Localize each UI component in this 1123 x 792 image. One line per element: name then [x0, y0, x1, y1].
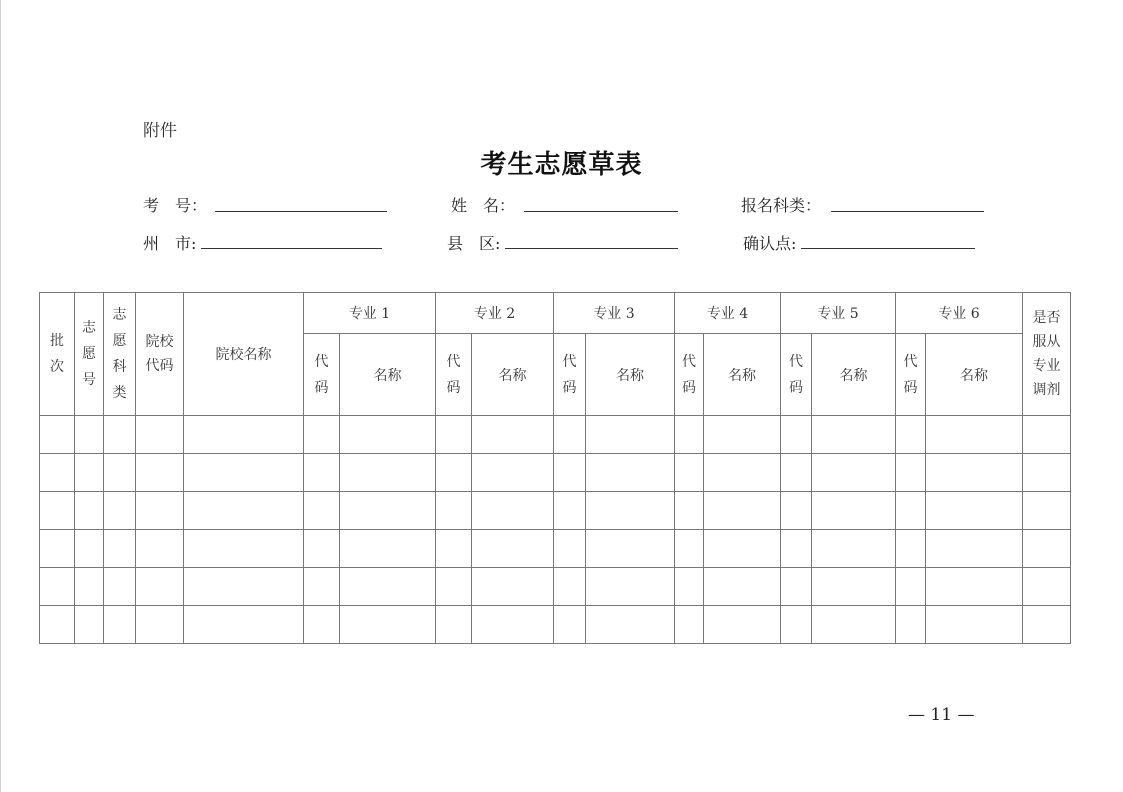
table-cell[interactable] — [926, 416, 1023, 454]
major-3-header: 专业 3 — [554, 293, 675, 334]
table-cell[interactable] — [136, 454, 184, 492]
table-cell[interactable] — [436, 416, 472, 454]
table-cell[interactable] — [926, 530, 1023, 568]
table-body — [40, 416, 1071, 644]
city-line[interactable] — [201, 248, 382, 249]
table-cell[interactable] — [586, 492, 675, 530]
table-cell[interactable] — [304, 416, 340, 454]
table-cell[interactable] — [472, 568, 554, 606]
category-line[interactable] — [831, 211, 984, 212]
adjust-header: 是否服从专业调剂 — [1023, 293, 1071, 416]
exam-no-line[interactable] — [215, 211, 387, 212]
major-2-code-header: 代码 — [436, 334, 472, 416]
table-cell[interactable] — [184, 530, 304, 568]
table-cell[interactable] — [184, 568, 304, 606]
table-cell[interactable] — [926, 454, 1023, 492]
major-4-code-header: 代码 — [675, 334, 704, 416]
table-cell[interactable] — [340, 530, 436, 568]
table-cell[interactable] — [340, 568, 436, 606]
major-6-header: 专业 6 — [896, 293, 1023, 334]
table-cell[interactable] — [896, 568, 926, 606]
table-cell[interactable] — [926, 568, 1023, 606]
table-cell[interactable] — [472, 416, 554, 454]
major-6-code-header: 代码 — [896, 334, 926, 416]
table-cell[interactable] — [472, 454, 554, 492]
table-cell[interactable] — [675, 454, 704, 492]
table-cell[interactable] — [704, 606, 781, 644]
table-cell[interactable] — [554, 530, 586, 568]
table-cell[interactable] — [340, 492, 436, 530]
page-number: — 11 — — [908, 705, 975, 725]
table-cell[interactable] — [781, 606, 812, 644]
table-cell[interactable] — [926, 492, 1023, 530]
table-cell[interactable] — [926, 606, 1023, 644]
table-cell[interactable] — [340, 454, 436, 492]
table-cell[interactable] — [675, 416, 704, 454]
table-cell[interactable] — [104, 454, 136, 492]
table-cell[interactable] — [896, 530, 926, 568]
table-cell[interactable] — [781, 454, 812, 492]
table-cell[interactable] — [184, 606, 304, 644]
table-cell[interactable] — [675, 606, 704, 644]
table-cell[interactable] — [436, 454, 472, 492]
table-cell[interactable] — [781, 416, 812, 454]
table-cell[interactable] — [586, 530, 675, 568]
confirm-point-label: 确认点: — [743, 234, 797, 253]
table-cell[interactable] — [75, 568, 104, 606]
table-cell[interactable] — [304, 568, 340, 606]
table-cell[interactable] — [704, 492, 781, 530]
table-cell[interactable] — [184, 416, 304, 454]
table-cell[interactable] — [136, 606, 184, 644]
major-2-name-header: 名称 — [472, 334, 554, 416]
table-cell[interactable] — [554, 416, 586, 454]
attachment-label: 附件 — [143, 121, 177, 141]
table-cell[interactable] — [704, 454, 781, 492]
table-cell[interactable] — [40, 568, 75, 606]
table-cell[interactable] — [40, 530, 75, 568]
table-cell[interactable] — [704, 568, 781, 606]
major-5-code-header: 代码 — [781, 334, 812, 416]
major-1-name-header: 名称 — [340, 334, 436, 416]
table-cell[interactable] — [1023, 568, 1071, 606]
choice-table — [39, 292, 1071, 644]
table-cell[interactable] — [472, 492, 554, 530]
major-6-name-header: 名称 — [926, 334, 1023, 416]
table-row — [40, 492, 1071, 530]
table-cell[interactable] — [304, 492, 340, 530]
table-cell[interactable] — [184, 492, 304, 530]
table-cell[interactable] — [75, 416, 104, 454]
table-cell[interactable] — [304, 454, 340, 492]
table-cell[interactable] — [586, 606, 675, 644]
table-cell[interactable] — [896, 492, 926, 530]
table-cell[interactable] — [781, 492, 812, 530]
table-cell[interactable] — [75, 530, 104, 568]
name-line[interactable] — [524, 211, 678, 212]
table-cell[interactable] — [104, 530, 136, 568]
table-cell[interactable] — [675, 530, 704, 568]
table-cell[interactable] — [812, 568, 896, 606]
table-cell[interactable] — [1023, 454, 1071, 492]
table-cell[interactable] — [104, 416, 136, 454]
city-label: 州 市: — [143, 234, 197, 253]
table-cell[interactable] — [812, 530, 896, 568]
table-cell[interactable] — [1023, 530, 1071, 568]
major-1-code-header: 代码 — [304, 334, 340, 416]
table-cell[interactable] — [554, 454, 586, 492]
table-cell[interactable] — [472, 606, 554, 644]
table-cell[interactable] — [675, 492, 704, 530]
table-cell[interactable] — [812, 606, 896, 644]
table-cell[interactable] — [1023, 606, 1071, 644]
table-cell[interactable] — [304, 606, 340, 644]
table-cell[interactable] — [436, 606, 472, 644]
table-row — [40, 568, 1071, 606]
table-cell[interactable] — [136, 568, 184, 606]
batch-header: 批次 — [40, 293, 75, 416]
confirm-point-line[interactable] — [801, 248, 975, 249]
category-label: 报名科类： — [741, 196, 822, 215]
table-cell[interactable] — [75, 606, 104, 644]
county-line[interactable] — [505, 248, 678, 249]
table-cell[interactable] — [40, 606, 75, 644]
page-edge — [0, 0, 1, 792]
major-4-name-header: 名称 — [704, 334, 781, 416]
table-cell[interactable] — [812, 454, 896, 492]
table-cell[interactable] — [812, 492, 896, 530]
table-cell[interactable] — [704, 530, 781, 568]
table-row — [40, 416, 1071, 454]
table-cell[interactable] — [340, 606, 436, 644]
table-row — [40, 454, 1071, 492]
choice-no-header: 志愿号 — [75, 293, 104, 416]
header-row-1 — [40, 293, 1071, 334]
table-row — [40, 530, 1071, 568]
major-5-header: 专业 5 — [781, 293, 896, 334]
page-title: 考生志愿草表 — [480, 150, 643, 180]
table-cell[interactable] — [554, 606, 586, 644]
table-cell[interactable] — [704, 416, 781, 454]
table-cell[interactable] — [104, 568, 136, 606]
table-cell[interactable] — [554, 492, 586, 530]
table-cell[interactable] — [436, 568, 472, 606]
table-cell[interactable] — [586, 454, 675, 492]
table-cell[interactable] — [812, 416, 896, 454]
table-cell[interactable] — [472, 530, 554, 568]
exam-no-label: 考 号： — [143, 196, 208, 215]
table-cell[interactable] — [781, 530, 812, 568]
table-cell[interactable] — [896, 606, 926, 644]
name-label: 姓 名： — [451, 196, 516, 215]
school-name-header: 院校名称 — [184, 293, 304, 416]
school-code-header: 院校代码 — [136, 293, 184, 416]
table-cell[interactable] — [675, 568, 704, 606]
table-cell[interactable] — [40, 454, 75, 492]
major-2-header: 专业 2 — [436, 293, 554, 334]
major-4-header: 专业 4 — [675, 293, 781, 334]
table-cell[interactable] — [136, 492, 184, 530]
table-cell[interactable] — [136, 416, 184, 454]
table-cell[interactable] — [586, 416, 675, 454]
table-cell[interactable] — [1023, 416, 1071, 454]
table-cell[interactable] — [340, 416, 436, 454]
choice-category-header: 志愿科类 — [104, 293, 136, 416]
major-3-code-header: 代码 — [554, 334, 586, 416]
table-cell[interactable] — [304, 530, 340, 568]
table-cell[interactable] — [436, 530, 472, 568]
table-cell[interactable] — [896, 416, 926, 454]
county-label: 县 区: — [447, 234, 501, 253]
table-cell[interactable] — [75, 454, 104, 492]
table-cell[interactable] — [75, 492, 104, 530]
table-cell[interactable] — [436, 492, 472, 530]
major-1-header: 专业 1 — [304, 293, 436, 334]
table-cell[interactable] — [586, 568, 675, 606]
table-cell[interactable] — [136, 530, 184, 568]
table-cell[interactable] — [40, 416, 75, 454]
major-3-name-header: 名称 — [586, 334, 675, 416]
major-5-name-header: 名称 — [812, 334, 896, 416]
table-cell[interactable] — [104, 606, 136, 644]
table-cell[interactable] — [1023, 492, 1071, 530]
table-cell[interactable] — [40, 492, 75, 530]
table-cell[interactable] — [554, 568, 586, 606]
table-cell[interactable] — [104, 492, 136, 530]
table-cell[interactable] — [896, 454, 926, 492]
table-row — [40, 606, 1071, 644]
table-cell[interactable] — [184, 454, 304, 492]
table-cell[interactable] — [781, 568, 812, 606]
